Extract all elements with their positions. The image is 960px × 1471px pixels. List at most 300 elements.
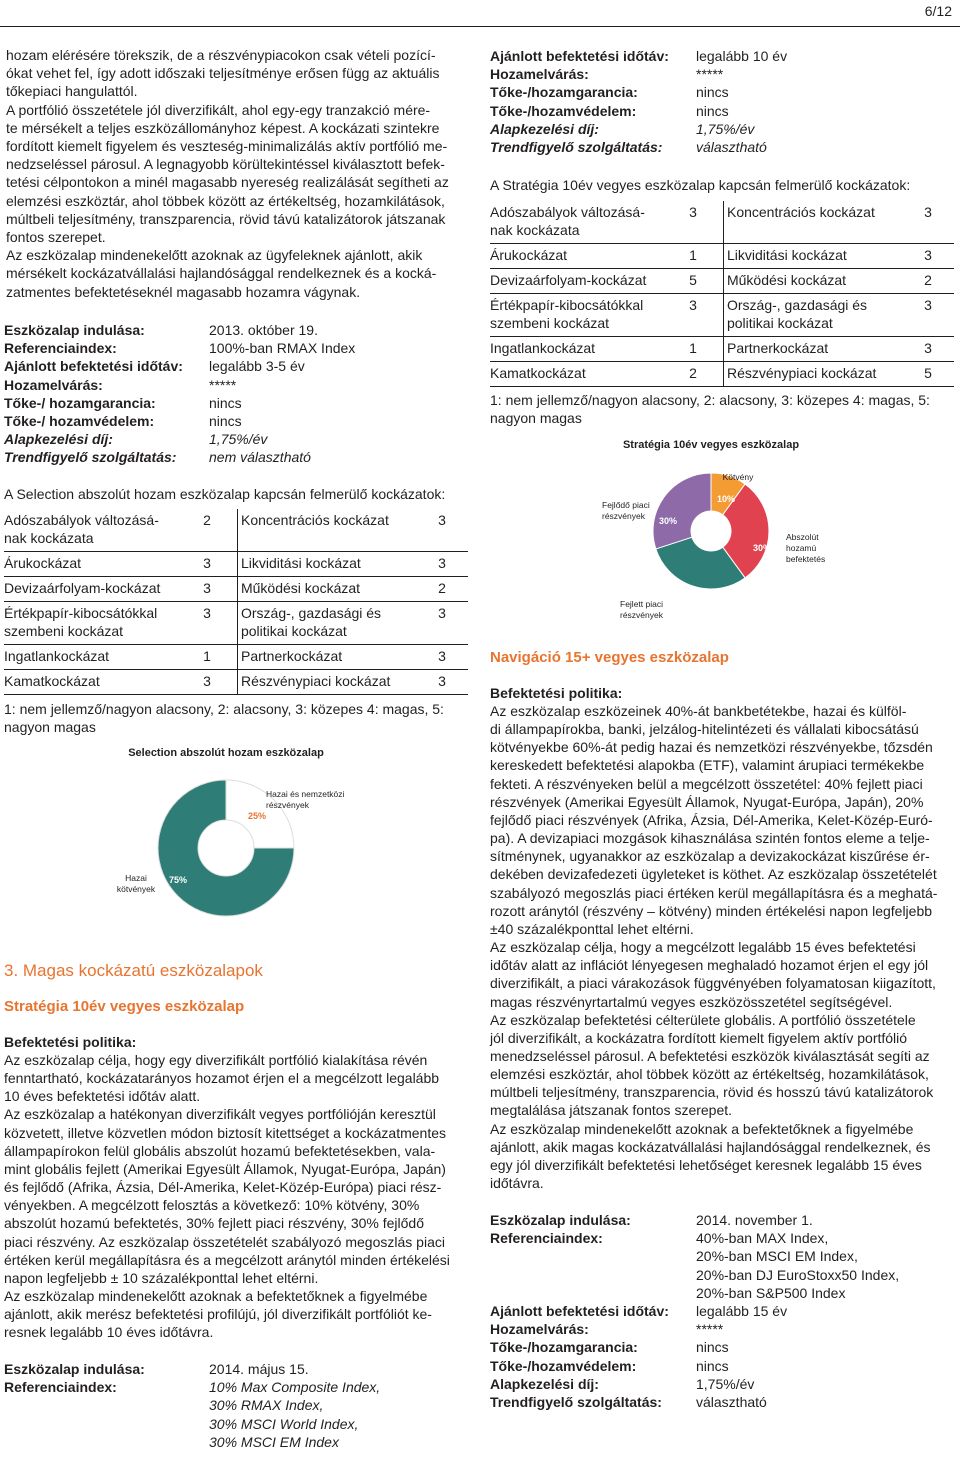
risk-name <box>241 647 438 669</box>
left-policy-text <box>4 1051 467 1342</box>
column-divider <box>723 201 724 243</box>
text-line: nedzseléssel párosul. A legnagyobb körültekintéssel kiválasztott befek- <box>6 156 445 173</box>
info-row <box>490 1247 899 1265</box>
text-line: rozott aránytól (részvény – kötvény) minden értékelési napon legfeljebb <box>490 902 933 919</box>
risk-level <box>689 246 727 268</box>
info-key: Tőke-/hozamvédelem: <box>490 1357 637 1374</box>
risk-cell-text: Értékpapír-kibocsátókkal <box>4 605 158 621</box>
slice-category-label: Hazai és nemzetközi <box>266 789 345 799</box>
risk-name <box>241 604 438 644</box>
text-line: menedzseléssel párosul. A befektetési eszközök kiválasztását segíti az <box>490 1047 930 1064</box>
risk-name <box>490 271 689 293</box>
info-key: Hozamelvárás: <box>490 66 589 83</box>
risk-name <box>241 554 438 576</box>
risk-cell-text: 3 <box>924 297 932 313</box>
right-risk-title: A Stratégia 10év vegyes eszközalap kapcsán felmerülő kockázatok: <box>490 177 911 193</box>
info-row <box>490 1375 899 1393</box>
text-line: tőkepiaci hangulattól. <box>6 83 138 100</box>
text-line: és fejlődő (Afrika, Ázsia, Dél-Amerika, Kelet-Közép-Európa) piaci rész- <box>4 1179 442 1196</box>
info-value: legalább 10 év <box>696 48 788 64</box>
info-value: nincs <box>696 102 729 119</box>
risk-cell-text: Kamatkockázat <box>4 673 100 689</box>
risk-cell-text: Likviditási kockázat <box>240 555 361 571</box>
info-row <box>4 321 355 339</box>
text-line: Az eszközalap mindenekelőtt azoknak a befektetőknek a figyelmébe <box>490 1120 914 1137</box>
risk-name <box>241 579 438 601</box>
text-line: részvények (Amerikai Egyesült Államok, Nyugat-Európa, Japán), 20% <box>490 793 924 810</box>
info-key: Tőke-/hozamvédelem: <box>490 102 637 119</box>
info-key: Eszközalap indulása: <box>4 1361 145 1377</box>
info-row <box>4 357 355 375</box>
text-line: múltbeli teljesítmény, transzparencia, rövid és hosszú távú katalizátorok <box>490 1084 934 1101</box>
text-line: elemzési eszköztár, ahol többek között az értékeltség, hozamkilátások, <box>6 192 445 209</box>
slice-category-label: Fejlett piaci <box>620 599 663 609</box>
text-line: dekében devizafedezeti ügyleteket is köthet. Az eszközalap összetételét <box>490 866 937 883</box>
risk-row <box>490 294 954 337</box>
info-value: 20%-ban MSCI EM Index, <box>696 1248 858 1265</box>
risk-name <box>727 296 924 336</box>
slice-value-label: 25% <box>247 811 267 821</box>
risk-cell-text: Partnerkockázat <box>240 648 343 664</box>
text-line: fejlődő piaci részvények (Afrika, Ázsia, Dél-Amerika, Kelet-Közép-Euró- <box>490 811 933 828</box>
risk-cell-text: Devizaárfolyam-kockázat <box>4 580 161 596</box>
risk-row <box>490 269 954 294</box>
text-line: fontos szerepet. <box>6 229 106 246</box>
text-line: ±40 százalékponttal lehet eltérni. <box>490 920 694 937</box>
info-key: Eszközalap indulása: <box>4 322 145 338</box>
info-value: legalább 15 év <box>696 1302 788 1319</box>
slice-category-label: részvények <box>602 511 645 521</box>
text-line: Az eszközalap mindenekelőtt azoknak az ügyfeleknek ajánlott, akik <box>6 247 423 264</box>
risk-cell-text: 3 <box>438 605 446 621</box>
pie-slice <box>653 473 711 549</box>
info-key: Referenciaindex: <box>4 340 117 357</box>
info-value: 1,75%/év <box>696 120 755 137</box>
risk-name <box>241 672 438 694</box>
risk-level <box>438 672 468 694</box>
text-line: abszolút hozamú befektetés, 30% fejlett piaci részvény, 30% fejlődő <box>4 1215 424 1232</box>
text-line: zatmentes befektetéseknél magasabb hozamra vágynak. <box>6 283 361 300</box>
risk-name <box>727 246 924 268</box>
risk-name <box>490 203 689 243</box>
column-divider <box>723 294 724 336</box>
text-line: ókat vehet fel, így adott időszaki teljesítménye erősen függ az aktuális <box>6 65 440 82</box>
risk-row <box>4 552 468 577</box>
risk-cell-text: Értékpapír-kibocsátókkal <box>490 297 644 313</box>
risk-level <box>438 579 468 601</box>
text-line: resnek legalább 10 éves időtávra. <box>4 1324 214 1341</box>
text-line: időtáv alatt az inflációt lényegesen meghaladó hozamot érjen el egy jól <box>490 957 929 974</box>
info-value: választható <box>696 1393 767 1410</box>
text-line: vényekben. A megcélzott felosztás a következő: 10% kötvény, 30% <box>4 1197 420 1214</box>
info-row <box>4 1396 380 1414</box>
info-value: 10% Max Composite Index, <box>209 1379 381 1396</box>
risk-level <box>924 364 954 386</box>
info-key <box>4 1396 209 1414</box>
text-line: fenntartható, kockázatarányos hozamot érjen el a megcélzott legalább <box>4 1070 440 1087</box>
text-line: te mérsékelt a teljes eszközállományhoz képest. A kockázati szintekre <box>6 119 440 136</box>
text-line: mint globális fejlett (Amerikai Egyesült Államok, Nyugat-Európa, Japán) <box>4 1160 446 1177</box>
risk-cell-text: 3 <box>438 555 446 571</box>
column-divider <box>237 552 238 576</box>
risk-cell-text: 3 <box>438 512 446 528</box>
text-line: fordított kiemelt figyelem és veszteség-minimalizálás aktív portfólió me- <box>6 138 448 155</box>
text-line: tetési célpontokon a minél magasabb nyereség realizálását segítheti az <box>6 174 449 191</box>
slice-category-label: Kötvény <box>722 472 754 482</box>
risk-name <box>241 511 438 551</box>
risk-cell-text: Partnerkockázat <box>726 340 829 356</box>
risk-level <box>203 604 241 644</box>
text-line: Az eszközalap a hatékonyan diverzifikált vegyes portfólióján keresztül <box>4 1106 436 1123</box>
slice-category-label: Hazai <box>125 873 147 883</box>
risk-cell-text: 1 <box>203 648 211 664</box>
risk-level <box>924 271 954 293</box>
info-key: Alapkezelési díj: <box>4 431 113 448</box>
text-line: 10 éves befektetési időtáv alatt. <box>4 1088 201 1105</box>
risk-name <box>4 511 203 551</box>
policy-label: Befektetési politika: <box>490 685 623 701</box>
text-line: pa). A devizapiaci mozgások kihasználása szintén fontos eleme a telje- <box>490 830 930 847</box>
info-key: Hozamelvárás: <box>490 1321 589 1338</box>
text-line: ajánlott, akik magas kockázatvállalási hajlandósággal rendelkeznek, és <box>490 1138 931 1155</box>
risk-cell-text: politikai kockázat <box>726 315 833 331</box>
text-line: di állampapírokba, banki, jelzálog-hitelintézeti és vállalati kibocsátású <box>490 721 919 738</box>
risk-cell-text: Koncentrációs kockázat <box>726 204 875 220</box>
info-value: 1,75%/év <box>696 1375 755 1392</box>
risk-cell-text: 3 <box>924 204 932 220</box>
left-intro <box>6 46 467 301</box>
info-row <box>490 1302 899 1320</box>
text-line: piaci részvény. Az eszközalap összetételét szabályozó megoszlás piaci <box>4 1233 445 1250</box>
text-line: kereskedett befektetési alapokba (ETF), valamint árupiaci termékekbe <box>490 757 925 774</box>
risk-cell-text: 1 <box>689 340 697 356</box>
risk-cell-text: 1 <box>689 247 697 263</box>
risk-level <box>924 246 954 268</box>
info-key <box>490 1284 696 1302</box>
info-row <box>490 1338 899 1356</box>
info-row <box>4 1433 380 1451</box>
risk-cell-text: 3 <box>438 673 446 689</box>
risk-row <box>4 602 468 645</box>
text-line: múltbeli teljesítmény, transzparencia, rövid távú katalizátorok játszanak <box>6 210 446 227</box>
risk-note-line: 1: nem jellemző/nagyon alacsony, 2: alacsony, 3: közepes 4: magas, 5: <box>490 392 930 408</box>
risk-name <box>490 296 689 336</box>
info-key: Referenciaindex: <box>4 1379 117 1396</box>
risk-cell-text: Likviditási kockázat <box>726 247 847 263</box>
risk-level <box>438 604 468 644</box>
risk-cell-text: 2 <box>924 272 932 288</box>
risk-name <box>4 554 203 576</box>
risk-level <box>924 339 954 361</box>
info-key <box>490 1266 696 1284</box>
info-row <box>4 394 355 412</box>
slice-value-label: 75% <box>168 875 188 885</box>
info-row <box>490 83 787 101</box>
slice-category-label: hozamú <box>786 543 817 553</box>
risk-note-line: nagyon magas <box>4 719 96 735</box>
info-row <box>490 1320 899 1338</box>
risk-level <box>203 554 241 576</box>
risk-row <box>490 362 954 387</box>
left-risk-title: A Selection abszolút hozam eszközalap kapcsán felmerülő kockázatok: <box>4 486 446 502</box>
right-fund-info <box>490 47 787 156</box>
left-fund-info-2 <box>4 1360 380 1451</box>
text-line: magas részvényrtartalmú vegyes eszközösszetétel segítségével. <box>490 993 893 1010</box>
text-line: Az eszközalap befektetési célterülete globális. A portfólió összetétele <box>490 1011 916 1028</box>
info-value: 30% MSCI World Index, <box>209 1415 359 1432</box>
risk-cell-text: Adószabályok változásá- <box>490 204 645 220</box>
risk-cell-text: 3 <box>203 673 211 689</box>
info-value: 2014. május 15. <box>209 1361 309 1377</box>
risk-cell-text: 3 <box>924 247 932 263</box>
risk-level <box>924 203 954 243</box>
fund-title-strategia: Stratégia 10év vegyes eszközalap <box>4 998 245 1015</box>
risk-name <box>727 339 924 361</box>
info-row <box>4 1378 380 1396</box>
info-row <box>4 448 355 466</box>
risk-cell-text: 5 <box>924 365 932 381</box>
risk-name <box>727 203 924 243</box>
info-row <box>490 1266 899 1284</box>
risk-cell-text: Devizaárfolyam-kockázat <box>490 272 647 288</box>
page-number: 6/12 <box>924 3 952 19</box>
text-line: Az eszközalap eszközeinek 40%-át bankbetétekbe, hazai és külföl- <box>490 703 907 719</box>
text-line: mérsékelt kockázatvállalási hajlandósággal rendelkeznek és a kocká- <box>6 265 437 282</box>
info-row <box>4 412 355 430</box>
risk-row <box>4 645 468 670</box>
risk-cell-text: szembeni kockázat <box>490 315 610 331</box>
slice-value-label: 30% <box>658 516 678 526</box>
text-line: Az eszközalap célja, hogy a megcélzott legalább 15 éves befektetési <box>490 939 916 956</box>
risk-cell-text: nak kockázata <box>4 530 94 546</box>
top-rule <box>0 26 960 27</box>
info-row <box>490 1211 899 1229</box>
slice-category-label: részvények <box>266 800 309 810</box>
risk-cell-text: Árukockázat <box>4 555 82 571</box>
info-key: Ajánlott befektetési időtáv: <box>490 48 669 64</box>
slice-category-label: kötvények <box>116 884 156 894</box>
risk-row <box>490 244 954 269</box>
info-key <box>4 1415 209 1433</box>
slice-category-label: befektetés <box>786 554 826 564</box>
risk-cell-text: 2 <box>438 580 446 596</box>
info-key: Tőke-/ hozamvédelem: <box>4 412 155 429</box>
risk-cell-text: 3 <box>203 580 211 596</box>
text-line: diverzifikált, a piaci várakozások függvényében folyamatosan kiigazított, <box>490 975 936 992</box>
text-line: kötvényekbe 60%-át pedig hazai és nemzetközi részvényekbe, tőzsdén <box>490 739 933 756</box>
left-fund-info <box>4 321 355 467</box>
text-line: szabályozó megoszlás piaci értéken kerül megállapításra és a meghatá- <box>490 884 938 901</box>
info-key: Referenciaindex: <box>490 1230 603 1247</box>
risk-level <box>203 511 241 551</box>
risk-name <box>490 364 689 386</box>
risk-cell-text: 3 <box>689 297 697 313</box>
risk-name <box>4 604 203 644</box>
risk-name <box>727 271 924 293</box>
risk-cell-text: Árukockázat <box>490 247 568 263</box>
info-key: Trendfigyelő szolgáltatás: <box>490 138 663 155</box>
risk-cell-text: Működési kockázat <box>240 580 361 596</box>
text-line: időtávra. <box>490 1175 544 1192</box>
right-risk-table <box>490 201 954 387</box>
risk-row <box>4 577 468 602</box>
info-row <box>490 47 787 65</box>
risk-name <box>4 579 203 601</box>
info-row <box>490 1229 899 1247</box>
info-key: Tőke-/ hozamgarancia: <box>4 394 156 411</box>
info-row <box>490 120 787 138</box>
risk-row <box>4 670 468 695</box>
text-line: Az eszközalap mindenekelőtt azoknak a befektetőknek a figyelmébe <box>4 1288 428 1305</box>
risk-cell-text: 2 <box>689 365 697 381</box>
info-value: nincs <box>696 1357 729 1374</box>
text-line: egy jól diverzifikált befektetési lehetőséget keresnek legalább 15 éves <box>490 1156 922 1173</box>
info-value: nincs <box>209 394 242 411</box>
risk-cell-text: Ország-, gazdasági és <box>726 297 868 313</box>
info-value: 100%-ban RMAX Index <box>209 340 356 357</box>
risk-level <box>438 511 468 551</box>
info-row <box>4 339 355 357</box>
risk-cell-text: szembeni kockázat <box>4 623 124 639</box>
column-divider <box>723 269 724 293</box>
risk-cell-text: 3 <box>924 340 932 356</box>
risk-level <box>689 271 727 293</box>
info-value: nem választható <box>209 449 311 466</box>
info-row <box>490 102 787 120</box>
text-line: A portfólió összetétele jól diverzifikált, ahol egy-egy tranzakció mére- <box>6 101 431 118</box>
risk-row <box>490 201 954 244</box>
slice-value-label: 30% <box>686 590 706 600</box>
column-divider <box>237 670 238 694</box>
text-line: jól diverzifikált, a kockázatra fordított kiemelt figyelem aktív portfólió <box>490 1029 908 1046</box>
info-row <box>4 430 355 448</box>
risk-name <box>490 246 689 268</box>
risk-level <box>689 296 727 336</box>
text-line: értéken kerül megállapításra és a megcélzott aránytól minden értékelési <box>4 1251 450 1268</box>
info-key: Alapkezelési díj: <box>490 1375 599 1392</box>
risk-cell-text: Működési kockázat <box>726 272 847 288</box>
info-value: 20%-ban S&P500 Index <box>696 1284 846 1301</box>
slice-category-label: Abszolút <box>786 532 819 542</box>
risk-level <box>689 203 727 243</box>
info-value: választható <box>696 138 767 155</box>
info-value: 2013. október 19. <box>209 322 318 338</box>
info-key: Ajánlott befektetési időtáv: <box>4 358 183 375</box>
risk-cell-text: Részvénypiaci kockázat <box>726 365 877 381</box>
info-row <box>4 1360 380 1378</box>
risk-cell-text: Koncentrációs kockázat <box>240 512 389 528</box>
risk-note-line: nagyon magas <box>490 410 582 426</box>
risk-level <box>689 339 727 361</box>
right-policy-text <box>490 702 954 1192</box>
risk-level <box>689 364 727 386</box>
risk-cell-text: Ország-, gazdasági és <box>240 605 382 621</box>
info-row <box>490 138 787 156</box>
column-divider <box>237 602 238 644</box>
risk-name <box>727 364 924 386</box>
info-key: Hozamelvárás: <box>4 376 103 393</box>
info-key: Trendfigyelő szolgáltatás: <box>490 1393 662 1410</box>
info-key <box>4 1433 209 1451</box>
info-row <box>490 65 787 83</box>
column-divider <box>237 577 238 601</box>
column-divider <box>723 362 724 386</box>
chart-title: Stratégia 10év vegyes eszközalap <box>622 439 800 451</box>
right-fund-info-2 <box>490 1211 899 1411</box>
info-key: Eszközalap indulása: <box>490 1212 631 1228</box>
section-title: 3. Magas kockázatú eszközalapok <box>4 961 263 980</box>
selection-pie-chart <box>100 735 380 950</box>
risk-cell-text: 2 <box>203 512 211 528</box>
info-row <box>490 1284 899 1302</box>
risk-level <box>203 647 241 669</box>
strategia-pie-chart <box>590 430 890 630</box>
risk-row <box>490 337 954 362</box>
text-line: sítménynek, ugyanakkor az eszközalap a devizakockázat kiszűrése ér- <box>490 848 930 865</box>
info-value: ***** <box>696 1321 724 1338</box>
risk-cell-text: nak kockázata <box>490 222 580 238</box>
risk-cell-text: 3 <box>689 204 697 220</box>
fund-title-navigacio: Navigáció 15+ vegyes eszközalap <box>490 649 729 666</box>
info-key: Ajánlott befektetési időtáv: <box>490 1302 669 1319</box>
chart-title: Selection abszolút hozam eszközalap <box>128 747 324 759</box>
info-key: Trendfigyelő szolgáltatás: <box>4 449 177 466</box>
info-value: 2014. november 1. <box>696 1212 813 1228</box>
text-line: napon legfeljebb ± 10 százalékponttal lehet eltérni. <box>4 1269 319 1286</box>
risk-cell-text: 5 <box>689 272 697 288</box>
info-key: Tőke-/hozamgarancia: <box>490 84 638 101</box>
risk-cell-text: Ingatlankockázat <box>490 340 596 356</box>
risk-name <box>490 339 689 361</box>
info-key: Tőke-/hozamgarancia: <box>490 1339 638 1356</box>
risk-cell-text: Ingatlankockázat <box>4 648 110 664</box>
slice-category-label: Fejlődő piaci <box>602 500 650 510</box>
risk-name <box>4 647 203 669</box>
risk-cell-text: Kamatkockázat <box>490 365 586 381</box>
info-value: ***** <box>209 376 237 393</box>
text-line: állampapírokon felül globális abszolút hozamú befektetésekben, vala- <box>4 1142 436 1159</box>
info-value: nincs <box>696 1339 729 1356</box>
slice-value-label: 30% <box>752 543 772 553</box>
info-value: legalább 3-5 év <box>209 358 305 375</box>
slice-category-label: részvények <box>620 610 663 620</box>
text-line: fekteti. A részvényeken belül a megcélzott összetétel: 40% fejlett piaci <box>490 775 923 792</box>
info-value: 30% MSCI EM Index <box>209 1433 339 1450</box>
left-risk-table <box>4 509 468 695</box>
column-divider <box>237 645 238 669</box>
slice-value-label: 10% <box>716 494 736 504</box>
info-value: nincs <box>696 84 729 101</box>
info-row <box>490 1357 899 1375</box>
text-line: Az eszközalap célja, hogy egy diverzifikált portfólió kialakítása révén <box>4 1052 428 1068</box>
text-line: ajánlott, akik merész befektetési profilújú, jól diverzifikált portfóliót ke- <box>4 1306 432 1323</box>
text-line: hozam elérésére törekszik, de a részvénypiacokon csak vételi pozící- <box>6 47 436 63</box>
info-key: Alapkezelési díj: <box>490 120 599 137</box>
risk-note-line: 1: nem jellemző/nagyon alacsony, 2: alacsony, 3: közepes 4: magas, 5: <box>4 701 444 717</box>
risk-cell-text: politikai kockázat <box>240 623 347 639</box>
risk-level <box>924 296 954 336</box>
risk-name <box>4 672 203 694</box>
risk-cell-text: 3 <box>203 605 211 621</box>
right-risk-note <box>490 391 956 427</box>
risk-level <box>203 672 241 694</box>
column-divider <box>237 509 238 551</box>
column-divider <box>723 244 724 268</box>
info-value: nincs <box>209 412 242 429</box>
risk-cell-text: Részvénypiaci kockázat <box>240 673 391 689</box>
text-line: elemzési eszköztár, ahol többek között az értékeltség, hozamkilátások, <box>490 1066 929 1083</box>
info-value: ***** <box>696 66 724 83</box>
